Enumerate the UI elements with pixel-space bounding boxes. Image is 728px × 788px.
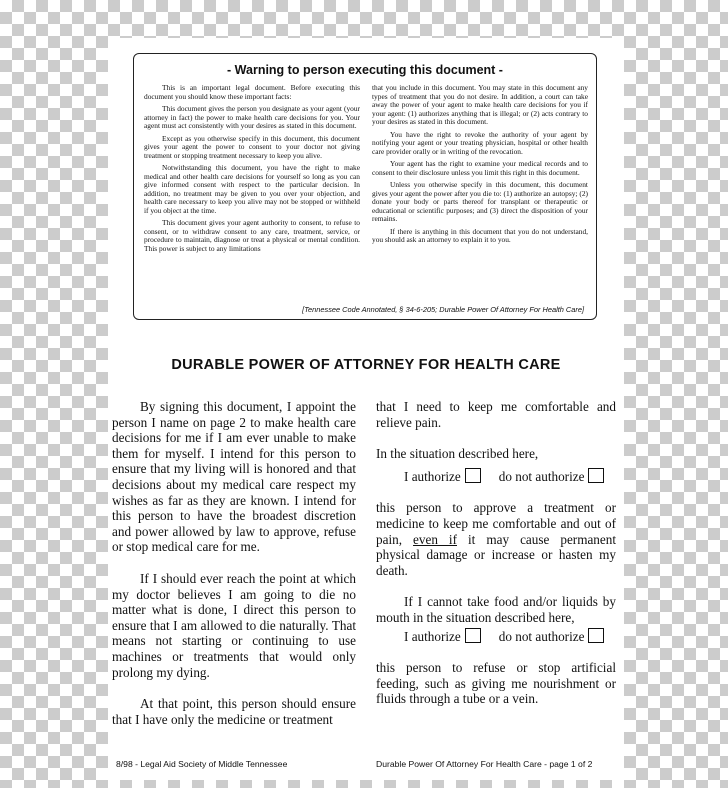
authorize-feeding-checkbox[interactable]	[465, 628, 481, 643]
do-not-authorize-feeding-checkbox[interactable]	[588, 628, 604, 643]
document-title: DURABLE POWER OF ATTORNEY FOR HEALTH CARE	[171, 357, 561, 373]
warning-paragraph: This document gives your agent authority to consent, to refuse to consent, or to withdraw consent to any care, treatment, service, or procedure to maintain, diagnose or treat a physical or mental condition. This power is subject to any limitations	[144, 218, 360, 253]
warning-citation: [Tennessee Code Annotated, § 34-6-205; Durable Power Of Attorney For Health Care]	[302, 305, 584, 314]
comfort-choice-line	[376, 468, 616, 485]
body-paragraph: If I cannot take food and/or liquids by mouth in the situation described here,	[376, 594, 616, 625]
body-paragraph: If I should ever reach the point at which my doctor believes I am going to die no matter what is done, I direct this person to ensure that I am allowed to die naturally. That means not starting or continuing to use machines or treatments that would only prolong my dying.	[112, 570, 356, 680]
do-not-authorize-comfort-checkbox[interactable]	[588, 468, 604, 483]
footer-right: Durable Power Of Attorney For Health Care - page 1 of 2	[376, 759, 593, 769]
body-paragraph: this person to approve a treatment or medicine to keep me comfortable and out of pain, even if it may cause permanent physical damage or increase or hasten my death.	[376, 500, 617, 578]
warning-paragraph: You have the right to revoke the authority of your agent by notifying your agent or your treating physician, hospital or other health care provider orally or in writing of the revocation.	[372, 129, 588, 156]
body-paragraph: By signing this document, I appoint the person I name on page 2 to make health care decisions for me if I am ever unable to make them for myself. I intend for this person to ensure that my living will is honored and that decisions about my medical care respect my wishes as far as they are known. I intend for this person to have the broadest discretion and power allowed by law to approve, refuse or stop medical care for me.	[112, 399, 356, 555]
body-paragraph: In the situation described here,	[376, 446, 539, 462]
footer-left: 8/98 - Legal Aid Society of Middle Tennessee	[116, 759, 288, 769]
warning-paragraph: Your agent has the right to examine your medical records and to consent to their disclosure unless you limit this right in this document.	[372, 159, 588, 177]
warning-left-column	[144, 84, 360, 257]
do-not-authorize-label: do not authorize	[498, 468, 585, 484]
body-paragraph: that I need to keep me comfortable and relieve pain.	[376, 399, 616, 430]
body-paragraph: this person to refuse or stop artificial feeding, such as giving me nourishment or fluids through a tube or a vein.	[376, 660, 616, 707]
warning-box	[133, 53, 597, 320]
feeding-choice-line	[376, 628, 616, 645]
warning-paragraph: Unless you otherwise specify in this document, this document gives your agent the power after you die to: (1) authorize an autopsy; (2) donate your body or parts thereof for transplant or therapeutic or educational or scientific purposes; and (3) direct the disposition of your remains.	[372, 180, 588, 223]
warning-paragraph: Notwithstanding this document, you have the right to make medical and other health care decisions for yourself so long as you can give informed consent with respect to the particular decision. In addition, no treatment may be given to you over your objection, and health care necessary to keep you alive may not be stopped or withheld if you object at the time.	[144, 163, 360, 215]
warning-right-column	[372, 84, 588, 249]
authorize-label: I authorize	[404, 628, 461, 644]
body-left-column	[112, 399, 356, 743]
warning-title: - Warning to person executing this document -	[227, 63, 503, 77]
body-right-column	[376, 399, 616, 723]
do-not-authorize-label: do not authorize	[498, 628, 585, 644]
warning-paragraph: This is an important legal document. Before executing this document you should know these important facts:	[144, 83, 360, 101]
warning-paragraph: If there is anything in this document that you do not understand, you should ask an attorney to explain it to you.	[372, 226, 588, 244]
underlined-even-if: even if	[413, 531, 457, 547]
authorize-label: I authorize	[404, 468, 461, 484]
warning-paragraph: Except as you otherwise specify in this document, this document gives your agent the power to consent to your doctor not giving treatment or stopping treatment necessary to keep you alive.	[144, 133, 360, 160]
authorize-comfort-checkbox[interactable]	[465, 468, 481, 483]
warning-paragraph: that you include in this document. You may state in this document any types of treatment that you do not desire. In addition, a court can take away the power of your agent to make health care decisions for you if your agent: (1) authorizes anything that is illegal; or (2) acts contrary to your desires as stated in this document.	[372, 83, 588, 126]
warning-paragraph: This document gives the person you designate as your agent (your attorney in fact) the power to make health care decisions for you. Your agent must act consistently with your desires as stated in this document.	[144, 104, 360, 130]
body-paragraph: At that point, this person should ensure that I have only the medicine or treatment	[112, 696, 356, 727]
